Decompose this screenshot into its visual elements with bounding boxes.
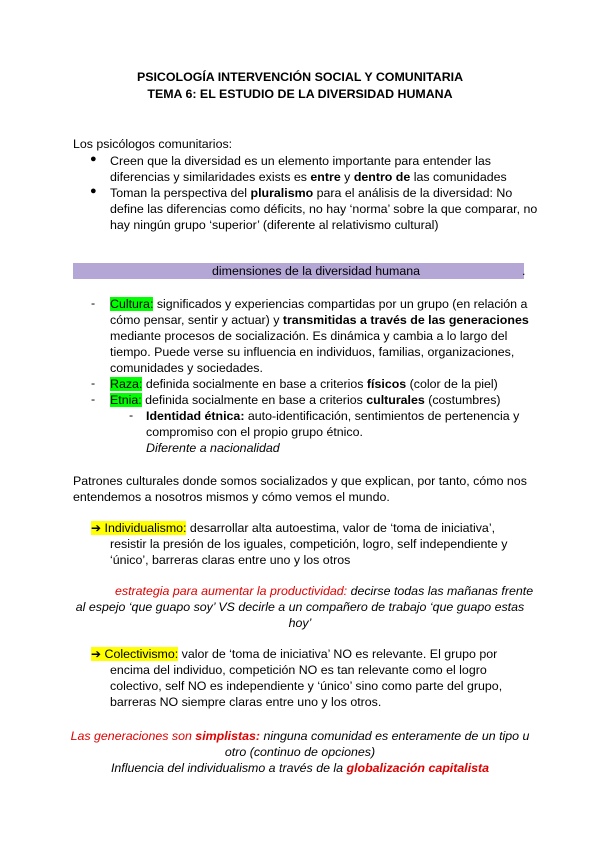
cultura-line-4: tiempo. Puede verse su influencia en individuos, familias, organizaciones, bbox=[110, 345, 515, 359]
arrow-right-icon: ➔ bbox=[91, 647, 102, 661]
identidad-etnica-label: Identidad étnica: bbox=[146, 409, 245, 423]
text-run: (color de la piel) bbox=[406, 377, 498, 391]
text-run: definida socialmente en base a criterios bbox=[141, 393, 367, 407]
raza-label: Raza: bbox=[110, 377, 143, 391]
cultura-line-3: mediante procesos de socialización. Es dinámica y cambia a lo largo del bbox=[110, 329, 508, 343]
patterns-line-1: Patrones culturales donde somos socializados y que explican, por tanto, cómo nos bbox=[73, 474, 527, 488]
intro-bullet-1-line-1: Creen que la diversidad es un elemento importante para entender las bbox=[110, 154, 491, 168]
bold-run: entre bbox=[310, 170, 341, 184]
estrategia-line-3: hoy’ bbox=[288, 616, 312, 630]
arrow-right-icon: ➔ bbox=[91, 521, 102, 535]
cultura-line-5: comunidades y sociedades. bbox=[110, 361, 263, 375]
text-run: diferencias y similaridades exists es bbox=[110, 170, 311, 184]
course-title: PSICOLOGÍA INTERVENCIÓN SOCIAL Y COMUNITARIA bbox=[136, 70, 464, 84]
colectivismo-line-4: barreras NO siempre claras entre uno y los otros. bbox=[110, 695, 382, 709]
dash-bullet: - bbox=[91, 392, 96, 406]
colectivismo-line-3: colectivo, self NO es independiente y ‘único’ sino como parte del grupo, bbox=[110, 679, 503, 693]
text-run: desarrollar alta autoestima, valor de ‘toma de iniciativa’, bbox=[186, 521, 496, 535]
closing-line-2: otro (continuo de opciones) bbox=[224, 745, 376, 759]
bold-run: dentro de bbox=[353, 170, 411, 184]
etnia-line bbox=[110, 392, 501, 408]
closing-red-run: Las generaciones son bbox=[70, 729, 196, 743]
individualismo-line-2: resistir la presión de los iguales, competición, logro, self independiente y bbox=[110, 537, 508, 551]
intro-bullet-2-line-2: define las diferencias como déficits, no hay ‘norma’ sobre la que comparar, no bbox=[110, 202, 538, 216]
text-run: ninguna comunidad es enteramente de un tipo u bbox=[260, 729, 530, 743]
intro-bullet-2-line-3: hay ningún grupo ‘superior’ (diferente al relativismo cultural) bbox=[110, 218, 439, 232]
estrategia-line-2: al espejo ‘que guapo soy’ VS decirle a un compañero de trabajo ‘que guapo estas bbox=[75, 600, 525, 614]
identidad-etnica-line-2: compromiso con el propio grupo étnico. bbox=[146, 425, 363, 439]
bold-run: físicos bbox=[366, 377, 407, 391]
dash-bullet: - bbox=[91, 376, 96, 390]
bullet-icon: ● bbox=[90, 185, 97, 197]
text-run: las comunidades bbox=[410, 170, 507, 184]
text-run: Toman la perspectiva del bbox=[110, 186, 251, 200]
text-run: significados y experiencias compartidas por un grupo (en relación a bbox=[153, 297, 528, 311]
closing-bold-run: simplistas: bbox=[195, 729, 261, 743]
intro-bullet-2-line-1 bbox=[110, 185, 512, 201]
topic-title: TEMA 6: EL ESTUDIO DE LA DIVERSIDAD HUMANA bbox=[147, 87, 453, 101]
estrategia-line-1 bbox=[115, 583, 533, 599]
text-run: valor de ‘toma de iniciativa’ NO es relevante. El grupo por bbox=[178, 647, 498, 661]
individualismo-line-3: ‘único’, barreras claras entre uno y los otros bbox=[110, 553, 351, 567]
section-heading: dimensiones de la diversidad humana bbox=[212, 264, 421, 278]
dash-bullet: - bbox=[129, 408, 134, 422]
globalizacion-run: globalización capitalista bbox=[346, 761, 490, 775]
text-run: decirse todas las mañanas frente bbox=[347, 584, 534, 598]
text-run: Influencia del individualismo a través de la bbox=[110, 761, 347, 775]
identidad-etnica-line-1 bbox=[146, 408, 519, 424]
bold-run: transmitidas a través de las generaciones bbox=[282, 313, 529, 327]
cultura-label: Cultura: bbox=[110, 297, 154, 311]
section-heading-trailing-dot: . bbox=[522, 264, 526, 278]
text-run: y bbox=[340, 170, 354, 184]
colectivismo-line-1 bbox=[91, 646, 497, 662]
patterns-line-2: entendemos a nosotros mismos y cómo vemos el mundo. bbox=[73, 490, 390, 504]
cultura-line-2 bbox=[110, 312, 529, 328]
individualismo-label: Individualismo: bbox=[104, 521, 187, 535]
colectivismo-label: Colectivismo: bbox=[104, 647, 179, 661]
intro-bullet-1-line-2 bbox=[110, 169, 507, 185]
text-run: cómo pensar, sentir y actuar) y bbox=[110, 313, 283, 327]
text-run: para el análisis de la diversidad: No bbox=[313, 186, 513, 200]
colectivismo-line-2: encima del individuo, competición NO es tan relevante como el logro bbox=[110, 663, 487, 677]
closing-line-3 bbox=[0, 760, 600, 776]
cultura-line-1 bbox=[110, 296, 527, 312]
intro-lead: Los psicólogos comunitarios: bbox=[73, 137, 233, 151]
bold-run: pluralismo bbox=[250, 186, 314, 200]
text-run: auto-identificación, sentimientos de pertenencia y bbox=[244, 409, 520, 423]
identidad-etnica-line-3: Diferente a nacionalidad bbox=[146, 441, 280, 455]
bold-run: culturales bbox=[366, 393, 425, 407]
bullet-icon: ● bbox=[90, 153, 97, 165]
estrategia-label: estrategia para aumentar la productividad: bbox=[115, 584, 348, 598]
etnia-label: Etnia: bbox=[110, 393, 142, 407]
text-run: definida socialmente en base a criterios bbox=[142, 377, 367, 391]
individualismo-line-1 bbox=[91, 520, 495, 536]
text-run: (costumbres) bbox=[424, 393, 501, 407]
raza-line bbox=[110, 376, 498, 392]
dash-bullet: - bbox=[91, 296, 96, 310]
closing-line-1 bbox=[0, 728, 600, 744]
